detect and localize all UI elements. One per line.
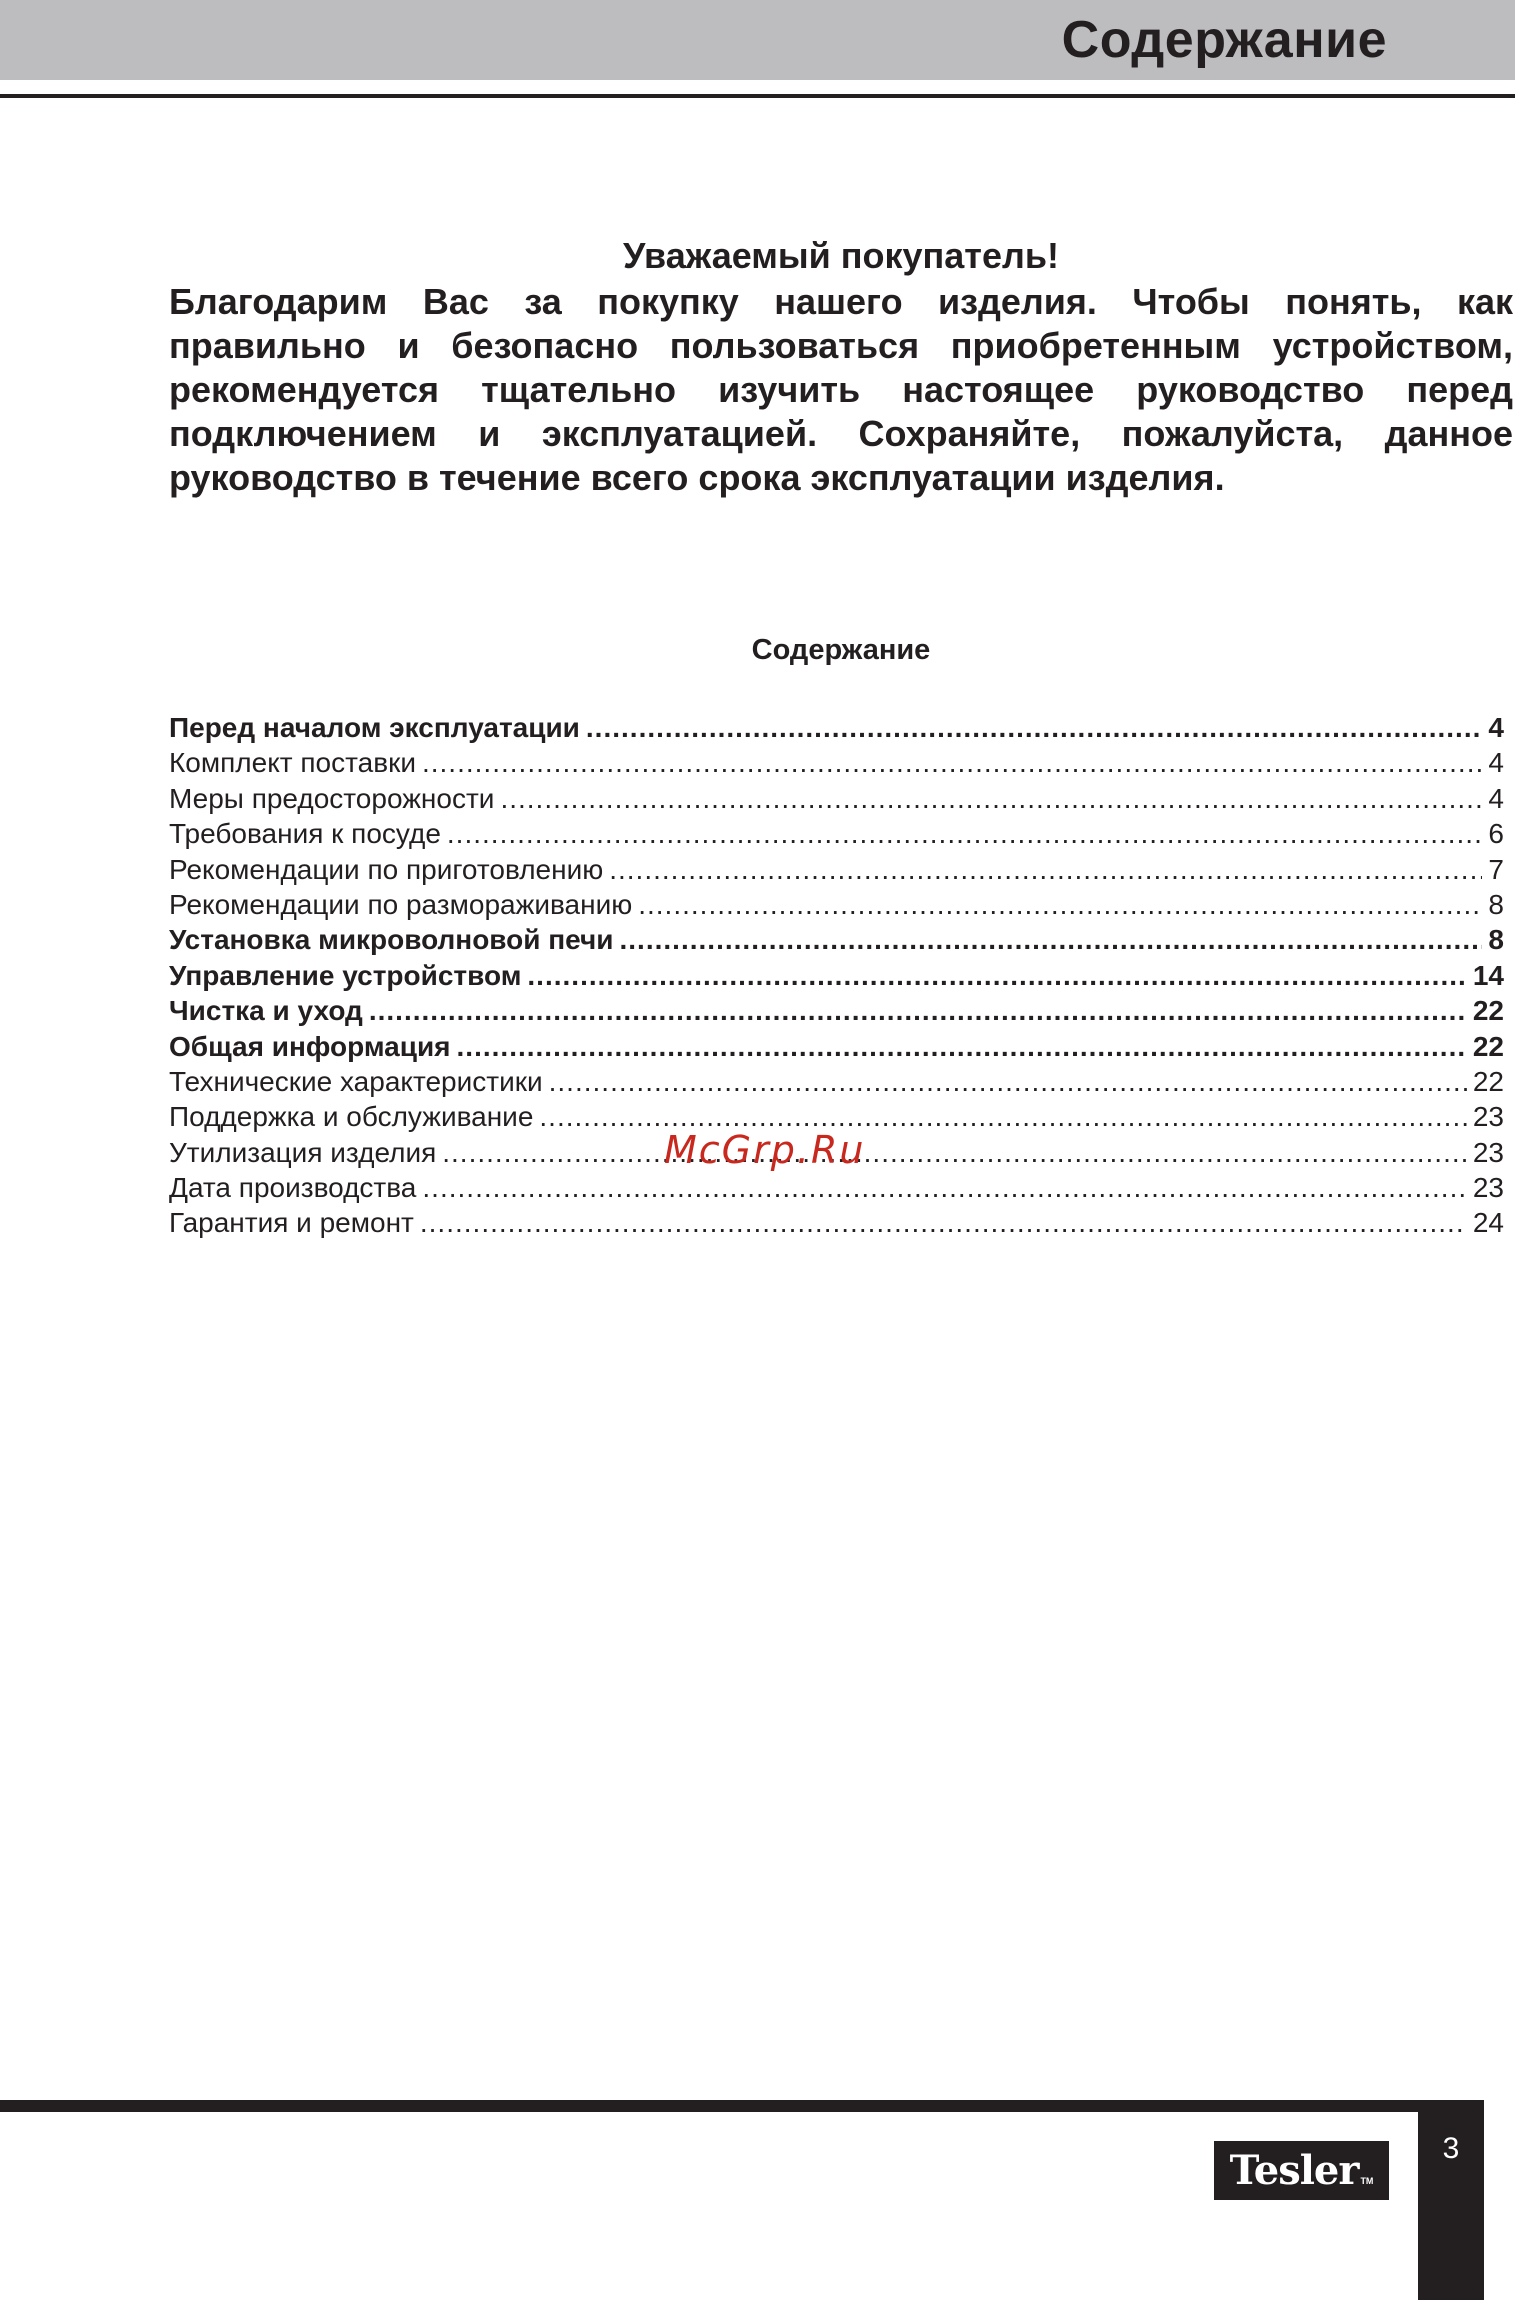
logo-trademark: TM — [1360, 2176, 1374, 2186]
toc-entry-page: 22 — [1472, 1065, 1504, 1097]
footer-divider — [0, 2100, 1460, 2112]
toc-entry — [169, 818, 1504, 853]
toc-leader-dots — [638, 889, 1482, 921]
toc-entry-page: 8 — [1488, 888, 1504, 920]
toc-entry — [169, 924, 1504, 959]
intro-paragraph — [169, 280, 1513, 500]
toc-entry-page: 4 — [1488, 712, 1504, 743]
toc-entry-page: 24 — [1472, 1207, 1504, 1239]
page-number: 3 — [1442, 2132, 1460, 2165]
page-title: Содержание — [1061, 11, 1387, 69]
toc-entry-title: Поддержка и обслуживание — [169, 1101, 534, 1133]
toc-entry — [169, 712, 1504, 747]
toc-entry — [169, 854, 1504, 889]
toc-entry-page: 22 — [1472, 995, 1504, 1027]
toc-leader-dots — [586, 712, 1483, 744]
toc-entry-page: 14 — [1472, 959, 1504, 991]
toc-entry-title: Чистка и уход — [169, 995, 363, 1027]
tesler-logo — [1214, 2141, 1389, 2200]
toc-entry-title: Комплект поставки — [169, 747, 416, 779]
toc-entry-page: 4 — [1488, 747, 1504, 779]
toc-entry-title: Рекомендации по приготовлению — [169, 853, 604, 885]
toc-entry — [169, 1066, 1504, 1101]
toc-entry — [169, 783, 1504, 818]
toc-entry — [169, 889, 1504, 924]
toc-entry-page: 4 — [1488, 782, 1504, 814]
toc-leader-dots — [422, 1172, 1466, 1204]
toc-entry — [169, 747, 1504, 782]
toc-leader-dots — [422, 747, 1482, 779]
toc-entry-page: 23 — [1472, 1172, 1504, 1204]
toc-entry-title: Гарантия и ремонт — [169, 1207, 414, 1239]
toc-entry — [169, 1031, 1504, 1066]
toc-leader-dots — [420, 1207, 1467, 1239]
toc-entry-page: 8 — [1488, 924, 1504, 956]
toc-entry-title: Перед началом эксплуатации — [169, 712, 580, 743]
greeting-heading: Уважаемый покупатель! — [623, 235, 1059, 276]
toc-entry — [169, 1172, 1504, 1207]
toc-entry — [169, 960, 1504, 995]
toc-leader-dots — [369, 995, 1467, 1027]
logo-text: Tesler — [1229, 2147, 1359, 2194]
toc-entry — [169, 995, 1504, 1030]
toc-entry-page: 22 — [1472, 1030, 1504, 1062]
toc-entry-title: Меры предосторожности — [169, 782, 495, 814]
toc-leader-dots — [609, 854, 1482, 886]
toc-entry-title: Рекомендации по размораживанию — [169, 888, 633, 920]
page-number-tab — [1418, 2100, 1484, 2300]
toc-leader-dots — [620, 924, 1483, 956]
toc-entry-title: Дата производства — [169, 1172, 417, 1204]
toc-entry-title: Технические характеристики — [169, 1065, 543, 1097]
toc-entry-page: 7 — [1488, 853, 1504, 885]
toc-entry-title: Общая информация — [169, 1030, 451, 1062]
toc-entry-title: Утилизация изделия — [169, 1136, 437, 1168]
toc-entry-title: Требования к посуде — [169, 818, 441, 850]
toc-entry-title: Управление устройством — [169, 959, 522, 991]
toc-heading: Содержание — [751, 634, 931, 666]
toc-entry — [169, 1207, 1504, 1242]
toc-leader-dots — [500, 783, 1482, 815]
toc-leader-dots — [457, 1031, 1467, 1063]
header-divider — [0, 94, 1515, 98]
intro-text: Благодарим Вас за покупку нашего изделия. Чтобы понять, как правильно и безопасно пользоваться приобретенным устройством, рекомендуется тщательно изучить настоящее руководство перед подключением и эксплуатацией. Сохраняйте, пожалуйста, данное руководство в течение всего срока эксплуатации изделия. — [169, 281, 1513, 498]
watermark: McGrp.Ru — [664, 1128, 866, 1172]
toc-leader-dots — [447, 818, 1483, 850]
toc-leader-dots — [549, 1066, 1467, 1098]
toc-entry-page: 23 — [1472, 1101, 1504, 1133]
toc-leader-dots — [527, 960, 1466, 992]
toc-leader-dots — [442, 1137, 1467, 1169]
toc-entry-title: Установка микроволновой печи — [169, 924, 614, 956]
toc-entry-page: 6 — [1488, 818, 1504, 850]
toc-entry-page: 23 — [1472, 1136, 1504, 1168]
